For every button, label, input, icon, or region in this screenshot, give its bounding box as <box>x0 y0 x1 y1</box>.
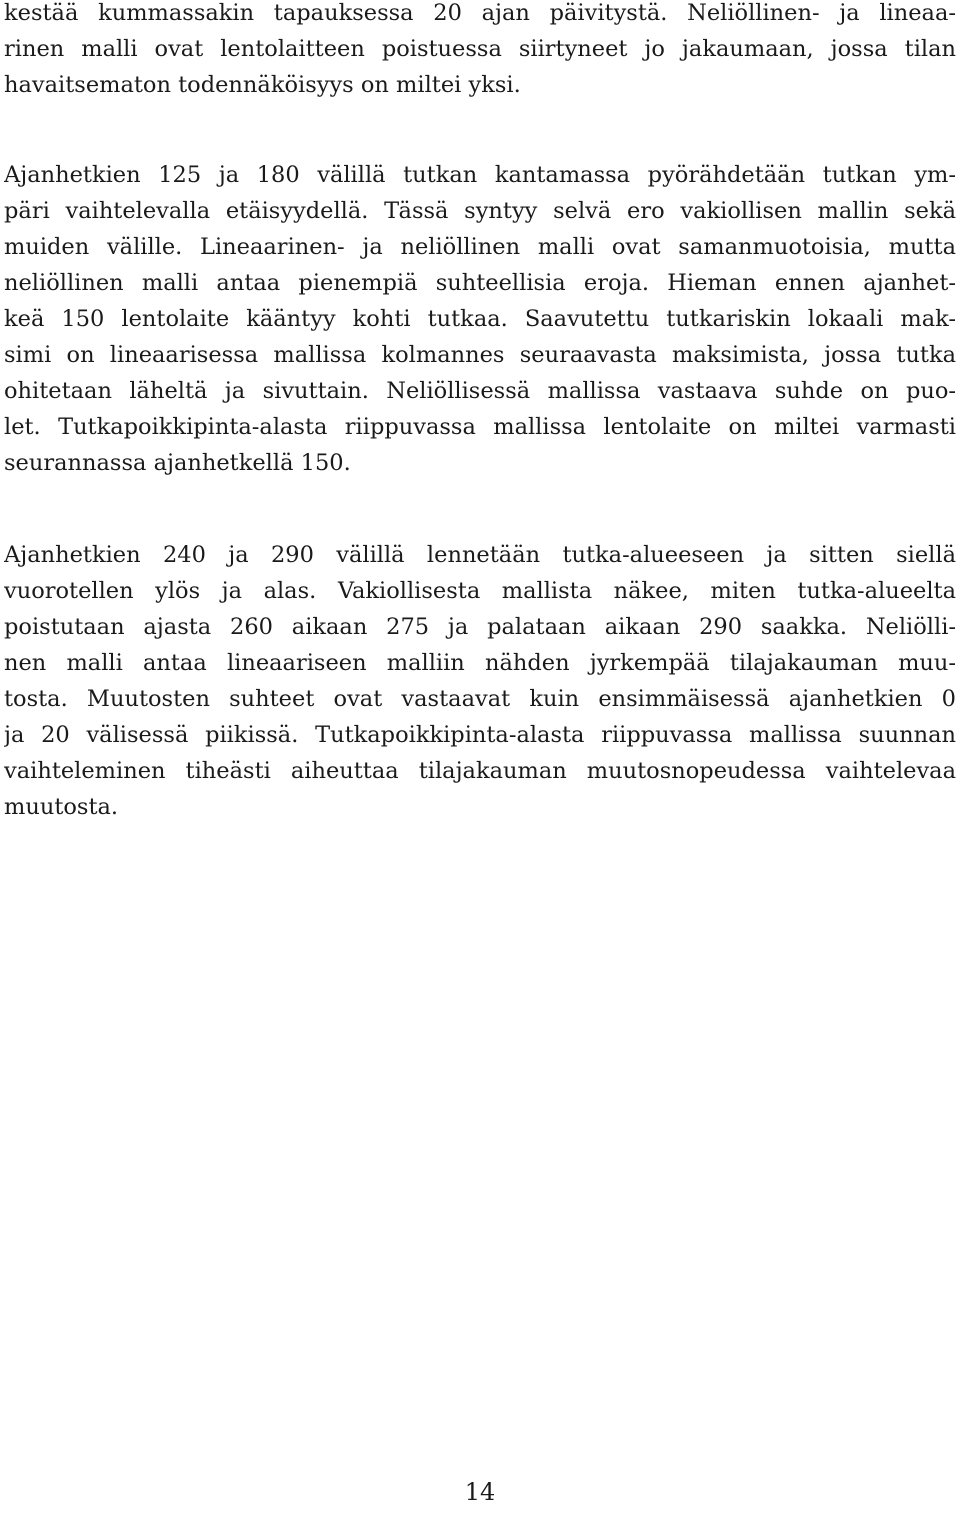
text-line: havaitsematon todennäköisyys on miltei yksi. <box>4 72 521 98</box>
page-number: 14 <box>464 1478 496 1506</box>
text-line: muiden välille. Lineaarinen- ja neliöllinen malli ovat samanmuotoisia, mutta <box>4 234 956 260</box>
text-line: keä 150 lentolaite kääntyy kohti tutkaa. Saavutettu tutkariskin lokaali mak- <box>4 306 956 332</box>
text-line: ja 20 välisessä piikissä. Tutkapoikkipinta-alasta riippuvassa mallissa suunnan <box>4 722 956 748</box>
text-line: Ajanhetkien 125 ja 180 välillä tutkan kantamassa pyörähdetään tutkan ym- <box>4 162 956 188</box>
text-line: ohitetaan läheltä ja sivuttain. Neliöllisessä mallissa vastaava suhde on puo- <box>4 378 956 404</box>
text-line: poistutaan ajasta 260 aikaan 275 ja palataan aikaan 290 saakka. Neliölli- <box>4 614 956 640</box>
text-line: simi on lineaarisessa mallissa kolmannes seuraavasta maksimista, jossa tutka <box>4 342 956 368</box>
text-line: nen malli antaa lineaariseen malliin nähden jyrkempää tilajakauman muu- <box>4 650 956 676</box>
text-line: vuorotellen ylös ja alas. Vakiollisesta mallista näkee, miten tutka-alueelta <box>4 578 956 604</box>
text-line: päri vaihtelevalla etäisyydellä. Tässä syntyy selvä ero vakiollisen mallin sekä <box>4 198 956 224</box>
text-line: seurannassa ajanhetkellä 150. <box>4 450 351 476</box>
text-line: kestää kummassakin tapauksessa 20 ajan päivitystä. Neliöllinen- ja lineaa- <box>4 0 956 26</box>
text-line: neliöllinen malli antaa pienempiä suhteellisia eroja. Hieman ennen ajanhet- <box>4 270 956 296</box>
text-line: vaihteleminen tiheästi aiheuttaa tilajakauman muutosnopeudessa vaihtelevaa <box>4 758 956 784</box>
text-line: muutosta. <box>4 794 119 820</box>
text-line: rinen malli ovat lentolaitteen poistuessa siirtyneet jo jakaumaan, jossa tilan <box>4 36 956 62</box>
text-line: tosta. Muutosten suhteet ovat vastaavat kuin ensimmäisessä ajanhetkien 0 <box>4 686 956 712</box>
text-line: let. Tutkapoikkipinta-alasta riippuvassa mallissa lentolaite on miltei varmasti <box>4 414 956 440</box>
text-line: Ajanhetkien 240 ja 290 välillä lennetään tutka-alueeseen ja sitten siellä <box>4 542 956 568</box>
